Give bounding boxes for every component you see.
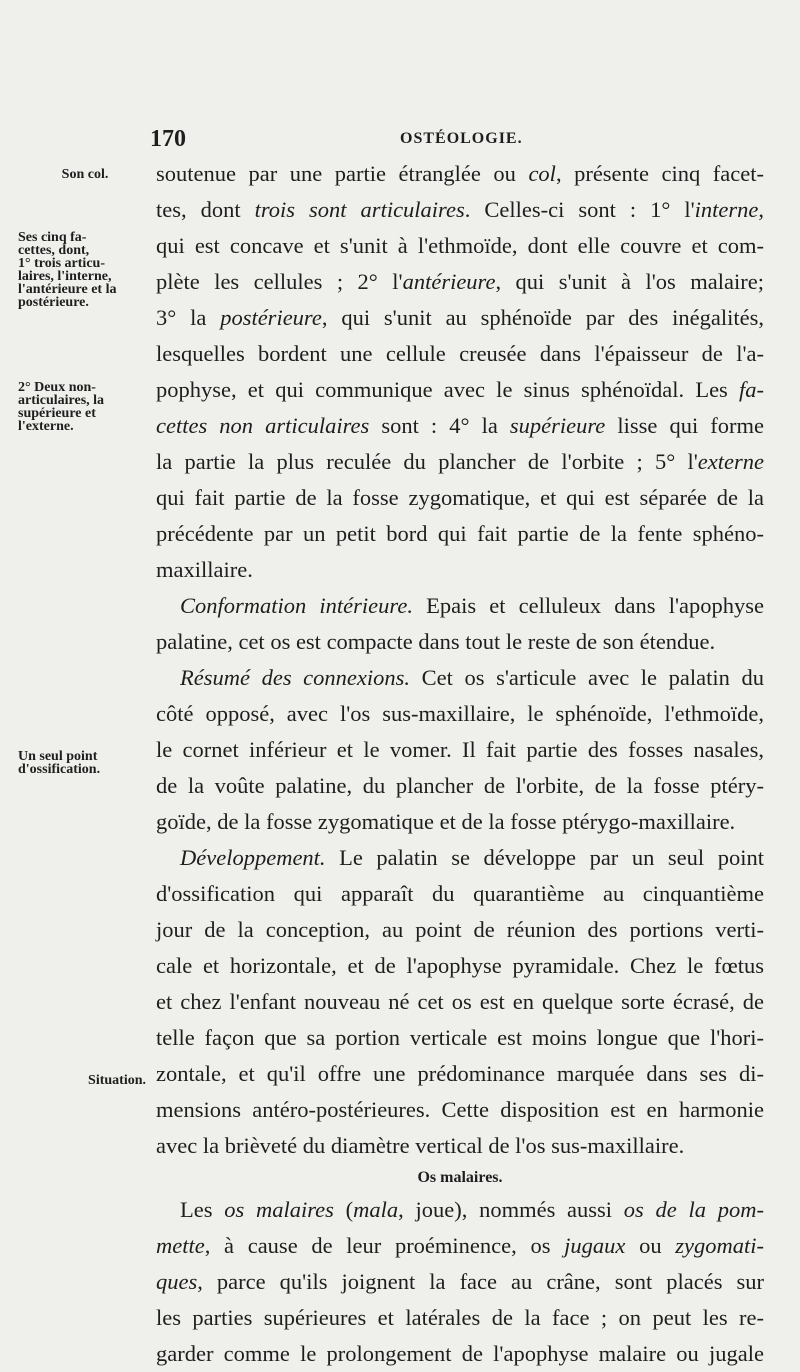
text-line xyxy=(156,1228,764,1264)
margin-note-line: cettes, dont, xyxy=(18,243,90,258)
text-run: , joue), nommés aussi xyxy=(398,1197,624,1222)
margin-note-line: Un seul point xyxy=(18,749,98,764)
margin-note-line: d'ossification. xyxy=(18,762,101,777)
text-run: cale et horizontale, et de l'apophyse pyramidale. Chez le fœtus xyxy=(156,953,764,978)
margin-note-line: Son col. xyxy=(61,167,109,182)
italic-run: postérieure xyxy=(220,305,322,330)
italic-run: mette xyxy=(156,1233,205,1258)
text-line xyxy=(156,840,764,876)
margin-note-situation xyxy=(18,1074,146,1087)
text-run: qui est concave et s'unit à l'ethmoïde, dont elle couvre et com- xyxy=(156,233,764,258)
text-run: ou xyxy=(625,1233,676,1258)
italic-run: Développement. xyxy=(180,845,326,870)
text-line xyxy=(156,984,764,1020)
italic-run: col xyxy=(528,161,556,186)
text-line xyxy=(156,696,764,732)
main-text xyxy=(156,156,764,1372)
italic-run: jugaux xyxy=(564,1233,626,1258)
text-line xyxy=(156,732,764,768)
section-heading: Os malaires. xyxy=(417,1169,503,1186)
text-line xyxy=(156,300,764,336)
margin-note-line: l'antérieure et la xyxy=(18,282,117,297)
running-title: OSTÉOLOGIE. xyxy=(400,130,523,147)
text-run: Les xyxy=(180,1197,225,1222)
text-run: garder comme le prolongement de l'apophyse malaire ou jugale xyxy=(156,1341,764,1366)
text-run: , qui s'unit au sphénoïde par des inégalités, xyxy=(321,305,764,330)
margin-note-ossification xyxy=(18,750,152,776)
italic-run: trois sont articulaires xyxy=(254,197,465,222)
margin-note-line: supérieure et xyxy=(18,406,96,421)
text-run: et chez l'enfant nouveau né cet os est en quelque sorte écrasé, de xyxy=(156,989,764,1014)
text-line xyxy=(156,372,764,408)
text-run: ( xyxy=(333,1197,354,1222)
text-run: qui fait partie de la fosse zygomatique, et qui est séparée de la xyxy=(156,485,764,510)
italic-run: fa- xyxy=(739,377,764,402)
text-run: avec la brièveté du diamètre vertical de l'os sus-maxillaire. xyxy=(156,1133,685,1158)
text-line xyxy=(156,192,764,228)
text-run: le cornet inférieur et le vomer. Il fait partie des fosses nasales, xyxy=(156,737,764,762)
margin-note-line: l'externe. xyxy=(18,419,74,434)
text-line xyxy=(156,1192,764,1228)
text-run: tes, dont xyxy=(156,197,255,222)
italic-run: Conformation intérieure. xyxy=(180,593,413,618)
text-run: jour de la conception, au point de réunion des portions verti- xyxy=(156,917,764,942)
text-line xyxy=(156,336,764,372)
text-run: 3° la xyxy=(156,305,221,330)
text-run: , qui s'unit à l'os malaire; xyxy=(495,269,764,294)
text-line xyxy=(156,948,764,984)
text-line xyxy=(156,1336,764,1372)
text-run: , à cause de leur proéminence, os xyxy=(204,1233,565,1258)
text-run: sont : 4° la xyxy=(369,413,510,438)
margin-note-line: articulaires, la xyxy=(18,393,105,408)
text-line xyxy=(156,1056,764,1092)
margin-note-line: Situation. xyxy=(88,1073,146,1088)
page-number: 170 xyxy=(150,126,186,152)
text-run: d'ossification qui apparaît du quarantième au cinquantième xyxy=(156,881,764,906)
text-run: soutenue par une partie étranglée ou xyxy=(156,161,529,186)
text-run: Le palatin se développe par un seul point xyxy=(325,845,764,870)
text-line xyxy=(156,1264,764,1300)
margin-note-non-articular xyxy=(18,381,152,433)
text-run: . Celles-ci sont : 1° l' xyxy=(464,197,695,222)
text-run: lisse qui forme xyxy=(605,413,764,438)
margin-note-line: laires, l'interne, xyxy=(18,269,112,284)
text-run: , présente cinq facet- xyxy=(555,161,764,186)
text-run: pophyse, et qui communique avec le sinus sphénoïdal. Les xyxy=(156,377,739,402)
italic-run: os malaires xyxy=(224,1197,334,1222)
text-run: côté opposé, avec l'os sus-maxillaire, le sphénoïde, l'ethmoïde, xyxy=(156,701,764,726)
italic-run: supérieure xyxy=(509,413,606,438)
text-line xyxy=(156,876,764,912)
text-run: mensions antéro-postérieures. Cette disposition est en harmonie xyxy=(156,1097,764,1122)
italic-run: ques xyxy=(156,1269,198,1294)
margin-note-line: 2° Deux non- xyxy=(18,380,96,395)
italic-run: Résumé des connexions. xyxy=(180,665,411,690)
text-run: lesquelles bordent une cellule creusée dans l'épaisseur de l'a- xyxy=(156,341,764,366)
text-run: les parties supérieures et latérales de la face ; on peut les re- xyxy=(156,1305,764,1330)
text-run: Epais et celluleux dans l'apophyse xyxy=(412,593,764,618)
text-line xyxy=(156,156,764,192)
text-run: , xyxy=(758,197,764,222)
text-run: , parce qu'ils joignent la face au crâne, sont placés sur xyxy=(197,1269,764,1294)
text-run: Cet os s'articule avec le palatin du xyxy=(410,665,764,690)
margin-note-line: postérieure. xyxy=(18,295,89,310)
text-line xyxy=(156,228,764,264)
text-line xyxy=(156,912,764,948)
italic-run: antérieure xyxy=(402,269,496,294)
text-line xyxy=(156,1020,764,1056)
italic-run: interne xyxy=(694,197,759,222)
margin-note-line: 1° trois articu- xyxy=(18,256,105,271)
text-line xyxy=(156,1128,764,1164)
text-line xyxy=(156,408,764,444)
italic-run: zygomati- xyxy=(675,1233,765,1258)
running-head xyxy=(0,126,800,150)
text-run: la partie la plus reculée du plancher de l'orbite ; 5° l' xyxy=(156,449,698,474)
text-line xyxy=(156,1300,764,1336)
margin-note-col xyxy=(18,168,152,181)
text-line xyxy=(156,516,764,552)
text-run: goïde, de la fosse zygomatique et de la fosse ptérygo-maxillaire. xyxy=(156,809,736,834)
text-line xyxy=(156,624,764,660)
text-run: telle façon que sa portion verticale est moins longue que l'hori- xyxy=(156,1025,764,1050)
text-line xyxy=(156,660,764,696)
text-run: plète les cellules ; 2° l' xyxy=(156,269,403,294)
text-run: palatine, cet os est compacte dans tout le reste de son étendue. xyxy=(156,629,716,654)
text-run: zontale, et qu'il offre une prédominance marquée dans ses di- xyxy=(156,1061,764,1086)
margin-note-line: Ses cinq fa- xyxy=(18,230,87,245)
margin-note-facets xyxy=(18,231,152,309)
text-line xyxy=(156,552,764,588)
italic-run: cettes non articulaires xyxy=(156,413,370,438)
text-run: de la voûte palatine, du plancher de l'orbite, de la fosse ptéry- xyxy=(156,773,764,798)
text-line xyxy=(156,804,764,840)
italic-run: os de la pom- xyxy=(623,1197,764,1222)
text-line xyxy=(156,480,764,516)
text-line xyxy=(156,1092,764,1128)
text-run: maxillaire. xyxy=(156,557,253,582)
text-run: précédente par un petit bord qui fait partie de la fente sphéno- xyxy=(156,521,764,546)
text-line xyxy=(156,768,764,804)
text-line xyxy=(156,588,764,624)
text-line xyxy=(156,264,764,300)
italic-run: externe xyxy=(697,449,764,474)
text-line xyxy=(156,444,764,480)
italic-run: mala xyxy=(353,1197,399,1222)
